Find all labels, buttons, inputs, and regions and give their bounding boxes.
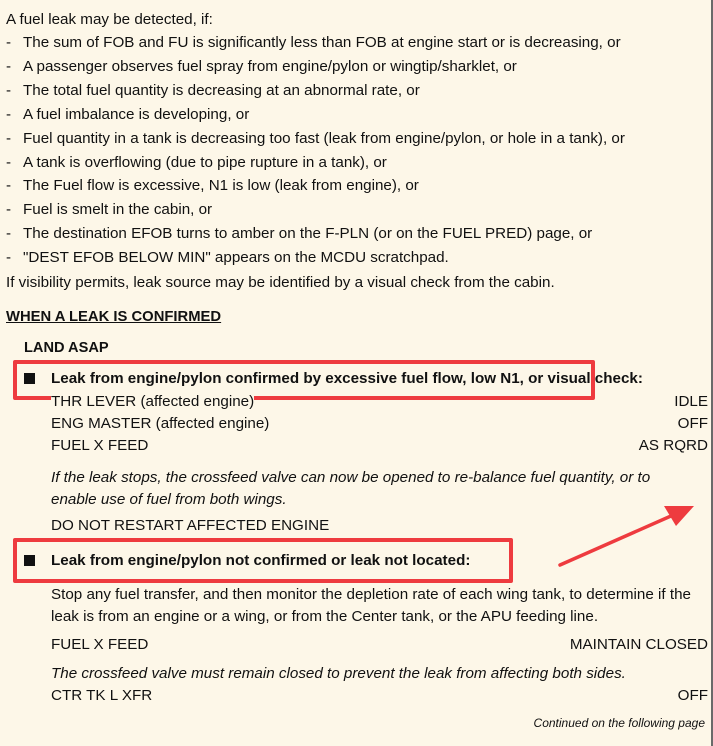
intro-text: A fuel leak may be detected, if: xyxy=(6,11,213,28)
checklist-action: OFF xyxy=(677,687,708,704)
list-item: - "DEST EFOB BELOW MIN" appears on the MCDU scratchpad. xyxy=(6,249,449,267)
list-item: - A passenger observes fuel spray from engine/pylon or wingtip/sharklet, or xyxy=(6,57,517,75)
checklist-item: FUEL X FEED xyxy=(51,437,149,454)
case2-text: Stop any fuel transfer, and then monitor the depletion rate of each wing tank, to determine if the leak is from an engine or a wing, or from the Center tank, or the APU feeding line. xyxy=(51,586,691,625)
case1-heading-text: Leak from engine/pylon confirmed by excessive fuel flow, low N1, or visual check: xyxy=(51,370,643,387)
list-item: - The destination EFOB turns to amber on the F-PLN (or on the FUEL PRED) page, or xyxy=(6,225,593,243)
case2-note: The crossfeed valve must remain closed to prevent the leak from affecting both sides. xyxy=(51,665,626,682)
checklist-action: AS RQRD xyxy=(638,437,708,454)
do-not-restart-instruction: DO NOT RESTART AFFECTED ENGINE xyxy=(51,517,330,534)
checklist-item: CTR TK L XFR xyxy=(51,687,153,704)
list-item: - The Fuel flow is excessive, N1 is low (leak from engine), or xyxy=(6,177,419,195)
list-item: - The total fuel quantity is decreasing at an abnormal rate, or xyxy=(6,81,420,99)
visibility-note: If visibility permits, leak source may be identified by a visual check from the cabin. xyxy=(6,274,555,291)
case2-heading-text: Leak from engine/pylon not confirmed or leak not located: xyxy=(51,552,471,569)
checklist-action: MAINTAIN CLOSED xyxy=(569,636,708,653)
list-item: - A tank is overflowing (due to pipe rupture in a tank), or xyxy=(6,153,387,171)
list-item: - Fuel quantity in a tank is decreasing too fast (leak from engine/pylon, or hole in a tank), or xyxy=(6,129,625,147)
list-item: - Fuel is smelt in the cabin, or xyxy=(6,201,213,219)
continued-note: Continued on the following page xyxy=(533,716,705,730)
checklist-action: OFF xyxy=(677,415,708,432)
list-item: - The sum of FOB and FU is significantly less than FOB at engine start or is decreasing, or xyxy=(6,34,621,51)
land-asap-label: LAND ASAP xyxy=(24,340,109,356)
list-item: - A fuel imbalance is developing, or xyxy=(6,105,250,123)
checklist-item: THR LEVER (affected engine) xyxy=(51,393,255,410)
checklist-item: ENG MASTER (affected engine) xyxy=(51,415,270,432)
case1-note: If the leak stops, the crossfeed valve can now be opened to re-balance fuel quantity, or to enable use of fuel from both wings. xyxy=(51,469,651,508)
section-heading-leak-confirmed: WHEN A LEAK IS CONFIRMED xyxy=(6,309,222,325)
checklist-action: IDLE xyxy=(674,393,708,410)
checklist-item: FUEL X FEED xyxy=(51,636,149,653)
